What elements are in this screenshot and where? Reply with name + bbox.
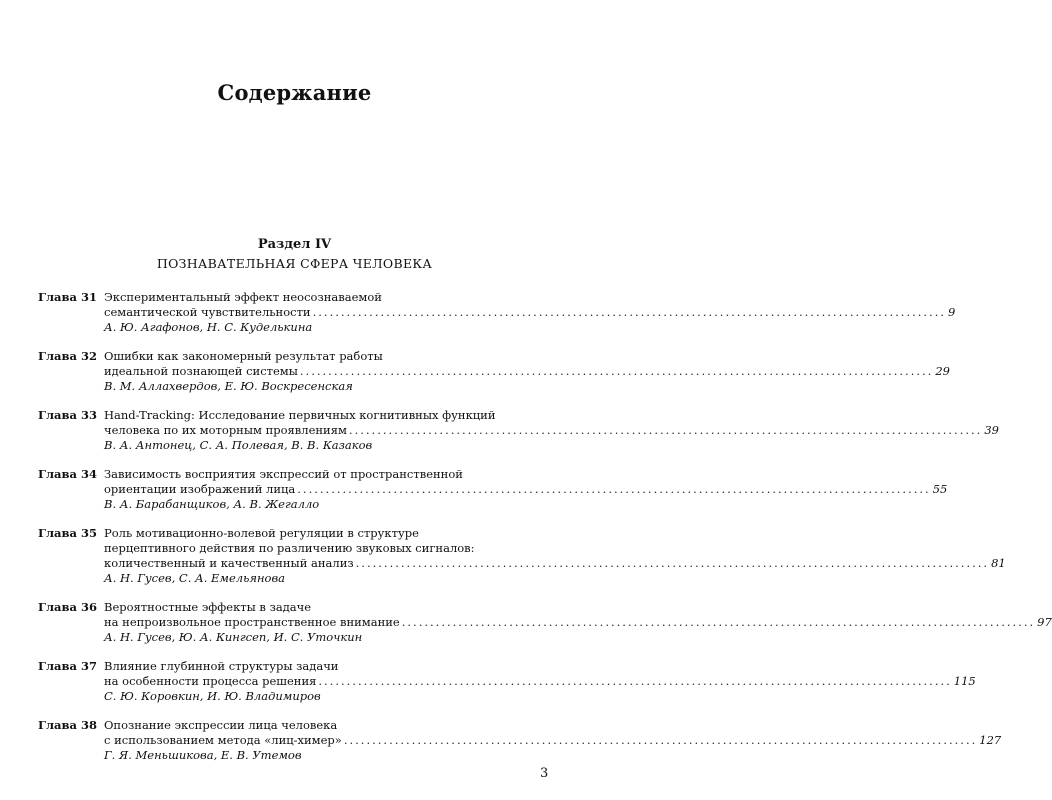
chapter-authors: А. Н. Гусев, С. А. Емельянова: [104, 571, 286, 585]
dot-leader: [349, 423, 982, 438]
dot-leader: [318, 674, 951, 689]
chapter-title-last-line: [104, 423, 999, 438]
page-title: Содержание: [217, 80, 372, 105]
dot-leader: [402, 615, 1035, 630]
page-reference: 127: [979, 733, 1002, 747]
chapter-title-line: Опознание экспрессии лица человека: [104, 718, 338, 732]
chapter-number: Глава 37: [38, 659, 97, 673]
chapter-authors: А. Ю. Агафонов, Н. С. Куделькина: [104, 320, 313, 334]
dot-leader: [300, 364, 933, 379]
chapter-title-last-line: [104, 733, 1001, 748]
chapter-title-last-line: [104, 674, 976, 689]
chapter-title-last-line: [104, 305, 955, 320]
dot-leader: [356, 556, 989, 571]
entry-body: [104, 290, 955, 335]
chapter-title-line: количественный и качественный анализ: [104, 556, 354, 570]
toc-entry: [38, 290, 956, 335]
chapter-title-last-line: [104, 482, 947, 497]
entry-body: [104, 349, 950, 394]
dot-leader: [313, 305, 946, 320]
chapter-title-line: Ошибки как закономерный результат работы: [104, 349, 383, 363]
chapter-title-last-line: [104, 615, 1052, 630]
chapter-number: Глава 35: [38, 526, 97, 540]
chapter-title-line: Зависимость восприятия экспрессий от пространственной: [104, 467, 463, 481]
page-reference: 115: [953, 674, 976, 688]
chapter-number: Глава 38: [38, 718, 97, 732]
chapter-authors: А. Н. Гусев, Ю. А. Кингсеп, И. С. Уточкин: [104, 630, 363, 644]
chapter-number: Глава 34: [38, 467, 97, 481]
toc-entry: [38, 526, 1006, 586]
chapter-authors: В. А. Барабанщиков, А. В. Жегалло: [104, 497, 320, 511]
chapter-authors: В. А. Антонец, С. А. Полевая, В. В. Казаков: [104, 438, 373, 452]
page-reference: 55: [932, 482, 948, 496]
entry-body: [104, 408, 999, 453]
page-reference: 81: [991, 556, 1006, 570]
chapter-title-line: ориентации изображений лица: [104, 482, 296, 496]
chapter-title-line: Влияние глубинной структуры задачи: [104, 659, 339, 673]
section-name: ПОЗНАВАТЕЛЬНАЯ СФЕРА ЧЕЛОВЕКА: [156, 256, 433, 271]
chapter-title-line: Экспериментальный эффект неосознаваемой: [104, 290, 382, 304]
chapter-authors: В. М. Аллахвердов, Е. Ю. Воскресенская: [104, 379, 353, 393]
chapter-authors: С. Ю. Коровкин, И. Ю. Владимиров: [104, 689, 321, 703]
toc-entry: [38, 349, 950, 394]
chapter-title-line: Вероятностные эффекты в задаче: [104, 600, 312, 614]
chapter-title-line: идеальной познающей системы: [104, 364, 298, 378]
entry-body: [104, 600, 1052, 645]
page-reference: 39: [984, 423, 999, 437]
entry-body: [104, 718, 1001, 763]
entry-body: [104, 467, 947, 512]
chapter-title-last-line: [104, 364, 950, 379]
toc-entry: [38, 467, 948, 512]
chapter-number: Глава 31: [38, 290, 97, 304]
page-number: 3: [540, 766, 549, 781]
chapter-title-last-line: [104, 556, 1006, 571]
chapter-title-line: перцептивного действия по различению звуковых сигналов:: [104, 541, 475, 555]
entry-body: [104, 659, 976, 704]
chapter-title-line: человека по их моторным проявлениям: [104, 423, 347, 437]
toc-entry: [38, 718, 1002, 763]
toc-entry: [38, 659, 976, 704]
entry-body: [104, 526, 1006, 586]
toc-list: [38, 290, 1052, 777]
dot-leader: [297, 482, 930, 497]
toc-entry: [38, 600, 1052, 645]
toc-entry: [38, 408, 999, 453]
section-heading: [0, 236, 589, 273]
page-reference: 29: [935, 364, 950, 378]
dot-leader: [344, 733, 977, 748]
chapter-title-line: Hand-Tracking: Исследование первичных когнитивных функций: [104, 408, 496, 422]
section-number: Раздел IV: [257, 237, 332, 252]
chapter-number: Глава 33: [38, 408, 97, 422]
chapter-title-line: Роль мотивационно-волевой регуляции в структуре: [104, 526, 419, 540]
chapter-title-line: на непроизвольное пространственное внимание: [104, 615, 400, 629]
page-reference: 9: [948, 305, 956, 319]
chapter-number: Глава 32: [38, 349, 97, 363]
chapter-authors: Г. Я. Меньшикова, Е. В. Утемов: [104, 748, 302, 762]
chapter-title-line: семантической чувствительности: [104, 305, 311, 319]
chapter-title-line: с использованием метода «лиц-химер»: [104, 733, 342, 747]
page-reference: 97: [1037, 615, 1052, 629]
chapter-title-line: на особенности процесса решения: [104, 674, 317, 688]
chapter-number: Глава 36: [38, 600, 97, 614]
